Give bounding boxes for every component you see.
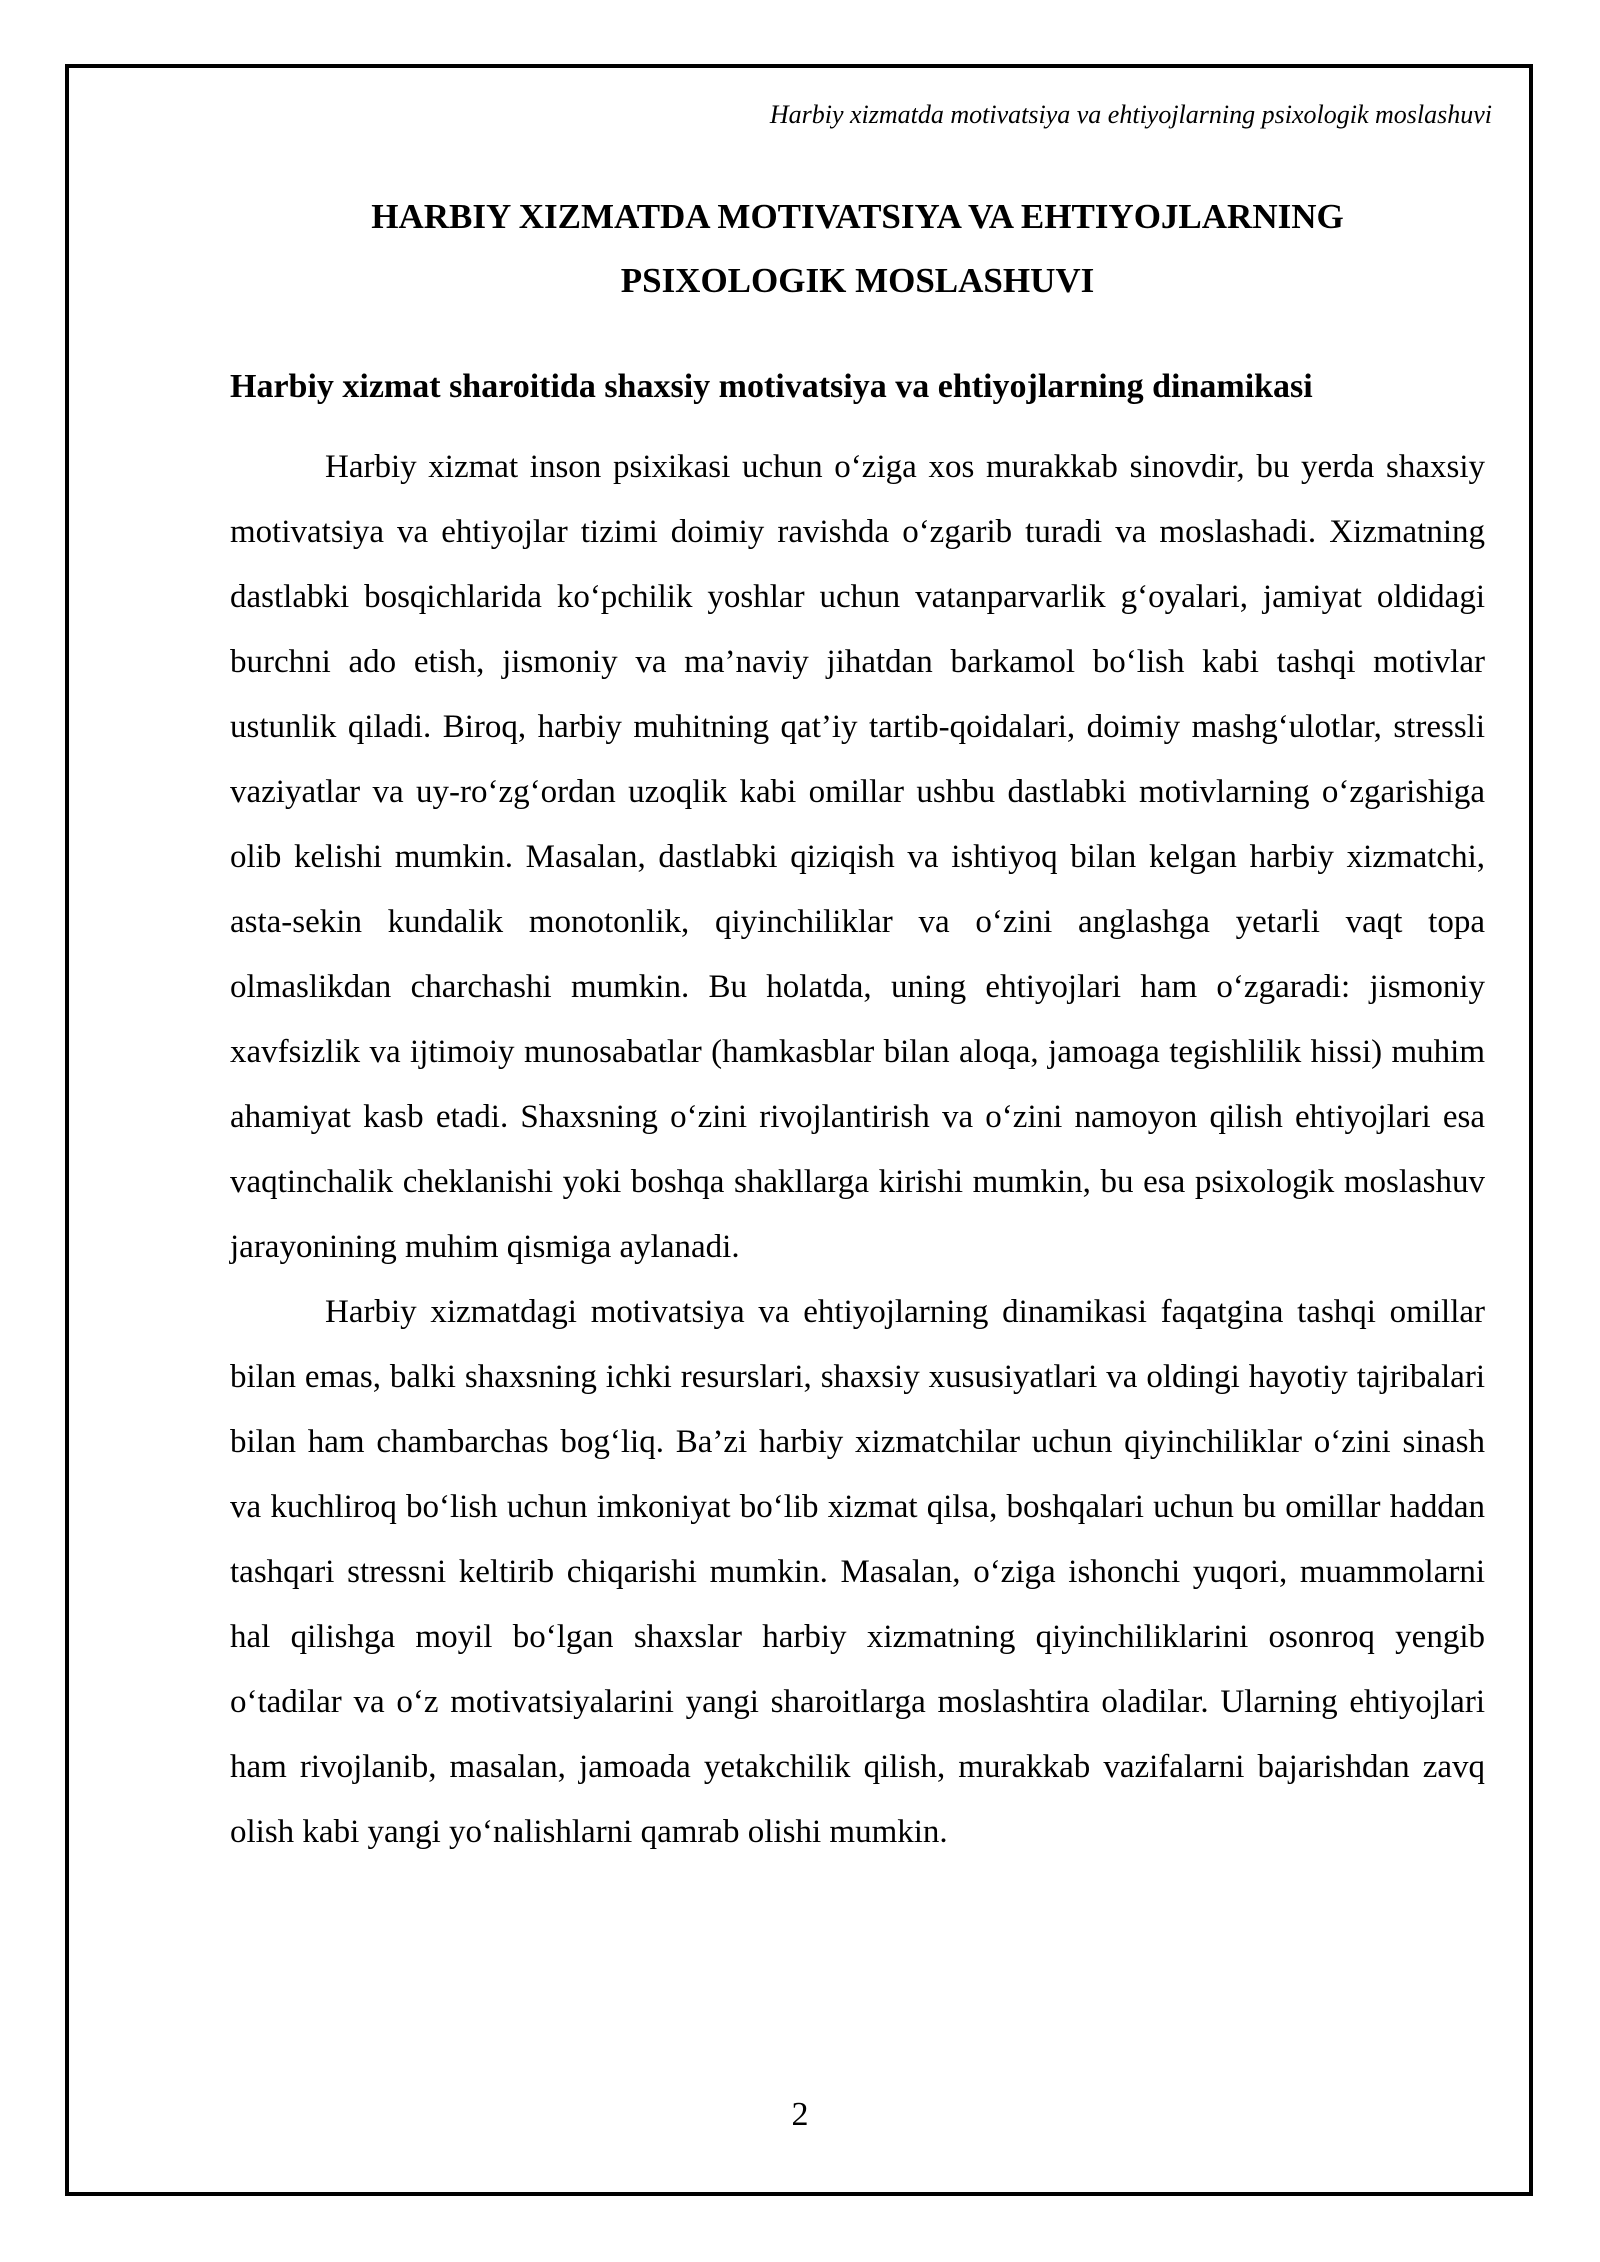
body-text	[230, 435, 1485, 1865]
paragraph: Harbiy xizmat inson psixikasi uchun o‘ziga xos murakkab sinovdir, bu yerda shaxsiy motivatsiya va ehtiyojlar tizimi doimiy ravishda o‘zgarib turadi va moslashadi. Xizmatning dastlabki bosqichlarida ko‘pchilik yoshlar uchun vatanparvarlik g‘oyalari, jamiyat oldidagi burchni ado etish, jismoniy va ma’naviy jihatdan barkamol bo‘lish kabi tashqi motivlar ustunlik qiladi. Biroq, harbiy muhitning qat’iy tartib-qoidalari, doimiy mashg‘ulotlar, stressli vaziyatlar va uy-ro‘zg‘ordan uzoqlik kabi omillar ushbu dastlabki motivlarning o‘zgarishiga olib kelishi mumkin. Masalan, dastlabki qiziqish va ishtiyoq bilan kelgan harbiy xizmatchi, asta-sekin kundalik monotonlik, qiyinchiliklar va o‘zini anglashga yetarli vaqt topa olmaslikdan charchashi mumkin. Bu holatda, uning ehtiyojlari ham o‘zgaradi: jismoniy xavfsizlik va ijtimoiy munosabatlar (hamkasblar bilan aloqa, jamoaga tegishlilik hissi) muhim ahamiyat kasb etadi. Shaxsning o‘zini rivojlantirish va o‘zini namoyon qilish ehtiyojlari esa vaqtinchalik cheklanishi yoki boshqa shakllarga kirishi mumkin, bu esa psixologik moslashuv jarayonining muhim qismiga aylanadi.	[230, 449, 1485, 1265]
running-header: Harbiy xizmatda motivatsiya va ehtiyojlarning psixologik moslashuvi	[769, 100, 1492, 129]
section-heading: Harbiy xizmat sharoitida shaxsiy motivatsiya va ehtiyojlarning dinamikasi	[230, 368, 1313, 405]
paragraph: Harbiy xizmatdagi motivatsiya va ehtiyojlarning dinamikasi faqatgina tashqi omillar bilan emas, balki shaxsning ichki resurslari, shaxsiy xususiyatlari va oldingi hayotiy tajribalari bilan ham chambarchas bog‘liq. Ba’zi harbiy xizmatchilar uchun qiyinchiliklar o‘zini sinash va kuchliroq bo‘lish uchun imkoniyat bo‘lib xizmat qilsa, boshqalari uchun bu omillar haddan tashqari stressni keltirib chiqarishi mumkin. Masalan, o‘ziga ishonchi yuqori, muammolarni hal qilishga moyil bo‘lgan shaxslar harbiy xizmatning qiyinchiliklarini osonroq yengib o‘tadilar va o‘z motivatsiyalarini yangi sharoitlarga moslashtira oladilar. Ularning ehtiyojlari ham rivojlanib, masalan, jamoada yetakchilik qilish, murakkab vazifalarni bajarishdan zavq olish kabi yangi yo‘nalishlarni qamrab olishi mumkin.	[230, 1294, 1485, 1850]
document-title-line-1: HARBIY XIZMATDA MOTIVATSIYA VA EHTIYOJLARNING	[371, 197, 1344, 236]
page-number: 2	[791, 2096, 809, 2133]
document-title-line-2: PSIXOLOGIK MOSLASHUVI	[620, 261, 1095, 300]
document-title	[230, 185, 1485, 313]
